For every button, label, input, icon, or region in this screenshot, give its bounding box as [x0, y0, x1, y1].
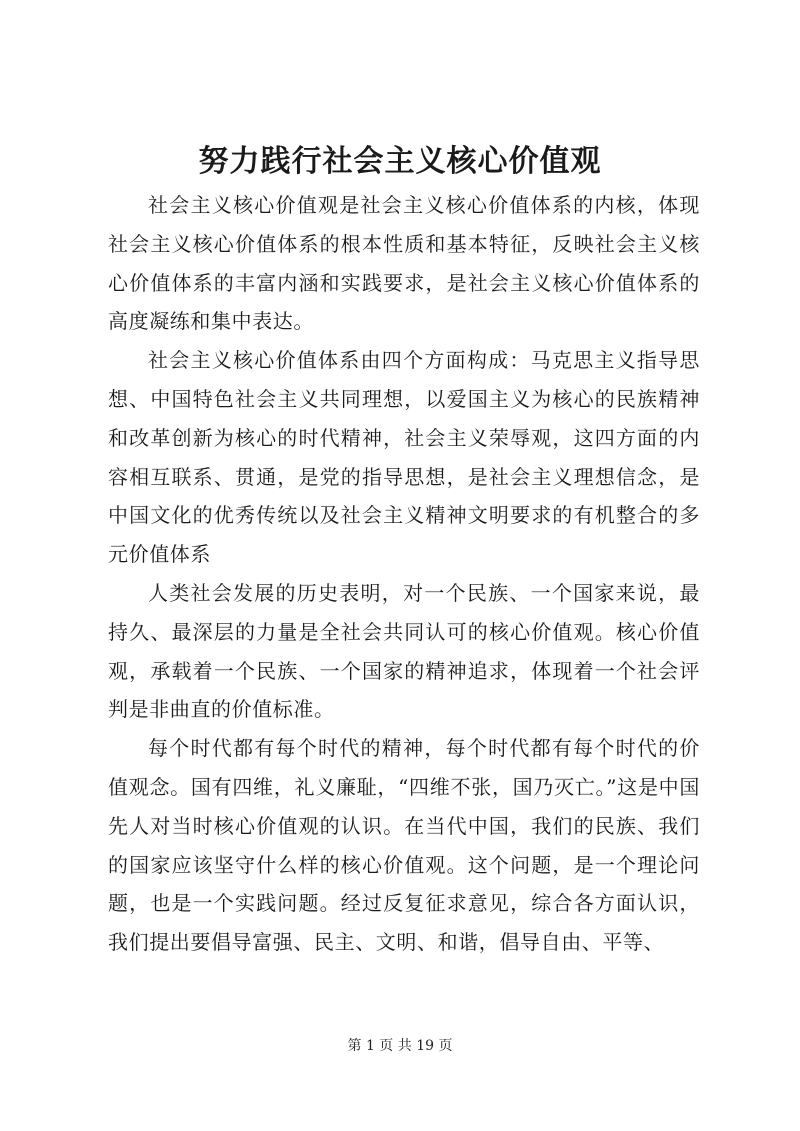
paragraph-2: 社会主义核心价值体系由四个方面构成：马克思主义指导思想、中国特色社会主义共同理想，以爱国主义为核心的民族精神和改革创新为核心的时代精神，社会主义荣辱观，这四方面的内容相互联系、贯通，是党的指导思想，是社会主义理想信念，是中国文化的优秀传统以及社会主义精神文明要求的有机整合的多元价值体系 [108, 348, 700, 567]
paragraph-1: 社会主义核心价值观是社会主义核心价值体系的内核，体现社会主义核心价值体系的根本性质和基本特征，反映社会主义核心价值体系的丰富内涵和实践要求，是社会主义核心价值体系的高度凝练和集中表达。 [108, 193, 700, 334]
page-number-footer: 第 1 页 共 19 页 [347, 1038, 453, 1054]
document-title: 努力践行社会主义核心价值观 [198, 144, 602, 179]
paragraph-3: 人类社会发展的历史表明，对一个民族、一个国家来说，最持久、最深层的力量是全社会共同认可的核心价值观。核心价值观，承载着一个民族、一个国家的精神追求，体现着一个社会评判是非曲直的价值标准。 [108, 580, 700, 722]
paragraph-4: 每个时代都有每个时代的精神，每个时代都有每个时代的价值观念。国有四维，礼义廉耻，“四维不张，国乃灭亡。”这是中国先人对当时核心价值观的认识。在当代中国，我们的民族、我们的国家应该坚守什么样的核心价值观。这个问题，是一个理论问题，也是一个实践问题。经过反复征求意见，综合各方面认识，我们提出要倡导富强、民主、文明、和谐，倡导自由、平等、 [108, 736, 700, 955]
document-body [108, 186, 700, 962]
